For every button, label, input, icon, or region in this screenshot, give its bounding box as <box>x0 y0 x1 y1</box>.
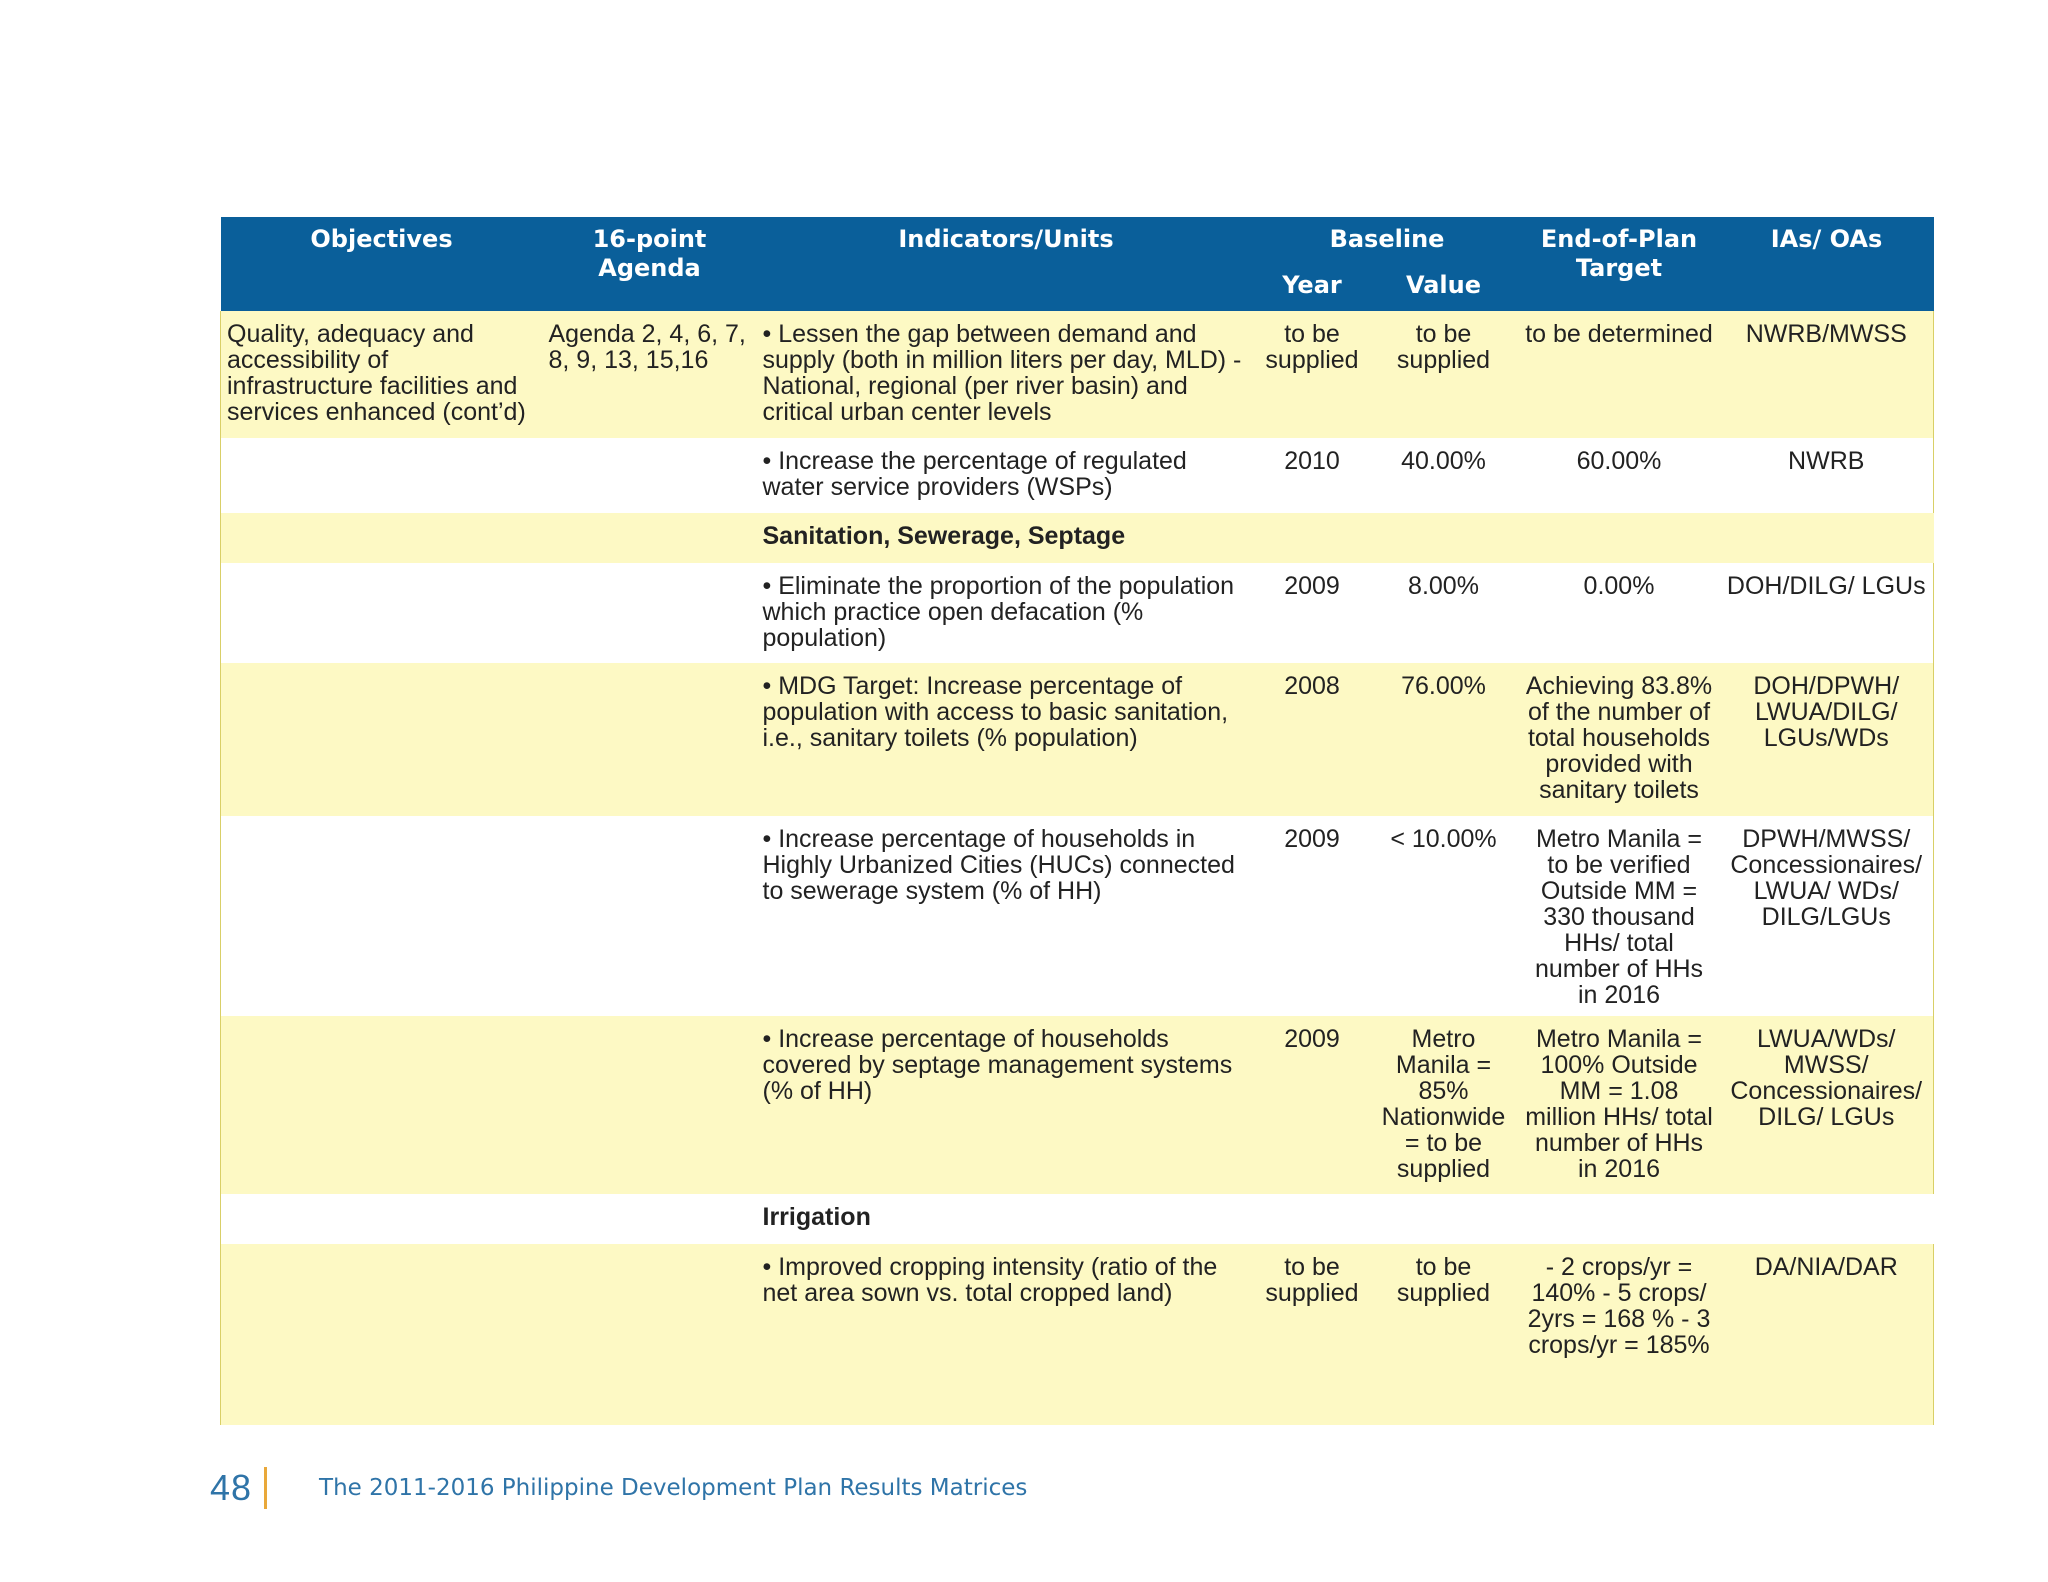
objective-cell <box>221 438 543 513</box>
baseline-year-cell: 2009 <box>1256 1016 1369 1194</box>
objective-cell <box>221 1244 543 1425</box>
objective-cell <box>221 816 543 1016</box>
results-matrix-table <box>220 217 1934 1425</box>
agencies-cell: LWUA/WDs/ MWSS/ Concessionaires/ DILG/ LGUs <box>1720 1016 1934 1194</box>
objective-cell <box>221 1016 543 1194</box>
baseline-value-cell: < 10.00% <box>1369 816 1519 1016</box>
header-indicators: Indicators/Units <box>757 217 1256 311</box>
target-cell: Achieving 83.8% of the number of total households provided with sanitary toilets <box>1519 663 1720 816</box>
header-value: Value <box>1369 267 1519 311</box>
table-row <box>221 1016 1934 1194</box>
table-row <box>221 663 1934 816</box>
footer-title: The 2011-2016 Philippine Development Plan Results Matrices <box>319 1475 1028 1501</box>
objective-cell <box>221 663 543 816</box>
agencies-cell: DA/NIA/DAR <box>1720 1244 1934 1425</box>
target-cell: 60.00% <box>1519 438 1720 513</box>
target-cell: Metro Manila = to be verified Outside MM = 330 thousand HHs/ total number of HHs in 2016 <box>1519 816 1720 1016</box>
indicator-cell: • Eliminate the proportion of the population which practice open defacation (% population) <box>757 563 1256 663</box>
target-cell: Metro Manila = 100% Outside MM = 1.08 million HHs/ total number of HHs in 2016 <box>1519 1016 1720 1194</box>
page-number: 48 <box>210 1467 253 1508</box>
agencies-cell: NWRB/MWSS <box>1720 311 1934 438</box>
section-heading: Sanitation, Sewerage, Septage <box>757 513 1934 563</box>
agenda-cell <box>543 563 757 663</box>
agencies-cell: NWRB <box>1720 438 1934 513</box>
agencies-cell: DOH/DILG/ LGUs <box>1720 563 1934 663</box>
section-row <box>221 513 1934 563</box>
indicator-cell: • Improved cropping intensity (ratio of the net area sown vs. total cropped land) <box>757 1244 1256 1425</box>
baseline-value-cell: 8.00% <box>1369 563 1519 663</box>
indicator-cell: • Lessen the gap between demand and supply (both in million liters per day, MLD) - National, regional (per river basin) and critical urban center levels <box>757 311 1256 438</box>
baseline-year-cell: to be supplied <box>1256 311 1369 438</box>
header-year: Year <box>1256 267 1369 311</box>
indicator-cell: • Increase percentage of households in Highly Urbanized Cities (HUCs) connected to sewerage system (% of HH) <box>757 816 1256 1016</box>
header-objectives: Objectives <box>221 217 543 311</box>
baseline-year-cell: 2009 <box>1256 816 1369 1016</box>
header-target: End-of-Plan Target <box>1519 217 1720 311</box>
target-cell: to be determined <box>1519 311 1720 438</box>
baseline-value-cell: 76.00% <box>1369 663 1519 816</box>
header-baseline: Baseline <box>1256 217 1519 267</box>
agencies-cell: DOH/DPWH/ LWUA/DILG/ LGUs/WDs <box>1720 663 1934 816</box>
target-cell: - 2 crops/yr = 140% - 5 crops/ 2yrs = 168 % - 3 crops/yr = 185% <box>1519 1244 1720 1425</box>
table-row <box>221 311 1934 438</box>
indicator-cell: • Increase percentage of households covered by septage management systems (% of HH) <box>757 1016 1256 1194</box>
agenda-cell <box>543 1016 757 1194</box>
table-row <box>221 563 1934 663</box>
table-row <box>221 1244 1934 1425</box>
baseline-year-cell: 2009 <box>1256 563 1369 663</box>
baseline-year-cell: 2008 <box>1256 663 1369 816</box>
baseline-value-cell: to be supplied <box>1369 1244 1519 1425</box>
target-cell: 0.00% <box>1519 563 1720 663</box>
footer-divider <box>264 1467 267 1509</box>
indicator-cell: • MDG Target: Increase percentage of population with access to basic sanitation, i.e., sanitary toilets (% population) <box>757 663 1256 816</box>
table-row <box>221 816 1934 1016</box>
baseline-value-cell: 40.00% <box>1369 438 1519 513</box>
indicator-cell: • Increase the percentage of regulated water service providers (WSPs) <box>757 438 1256 513</box>
agencies-cell: DPWH/MWSS/ Concessionaires/ LWUA/ WDs/ DILG/LGUs <box>1720 816 1934 1016</box>
table-row <box>221 438 1934 513</box>
section-row <box>221 1194 1934 1244</box>
agenda-cell <box>543 1244 757 1425</box>
header-agencies: IAs/ OAs <box>1720 217 1934 311</box>
agenda-cell <box>543 663 757 816</box>
agenda-cell: Agenda 2, 4, 6, 7, 8, 9, 13, 15,16 <box>543 311 757 438</box>
header-row <box>221 217 1934 267</box>
baseline-year-cell: to be supplied <box>1256 1244 1369 1425</box>
page-footer <box>210 1462 1027 1514</box>
agenda-cell <box>543 438 757 513</box>
agenda-cell <box>543 816 757 1016</box>
header-agenda: 16-point Agenda <box>543 217 757 311</box>
baseline-value-cell: to be supplied <box>1369 311 1519 438</box>
objective-cell: Quality, adequacy and accessibility of infrastructure facilities and services enhanced (cont’d) <box>221 311 543 438</box>
baseline-value-cell: Metro Manila = 85% Nationwide = to be supplied <box>1369 1016 1519 1194</box>
objective-cell <box>221 563 543 663</box>
section-heading: Irrigation <box>757 1194 1934 1244</box>
baseline-year-cell: 2010 <box>1256 438 1369 513</box>
